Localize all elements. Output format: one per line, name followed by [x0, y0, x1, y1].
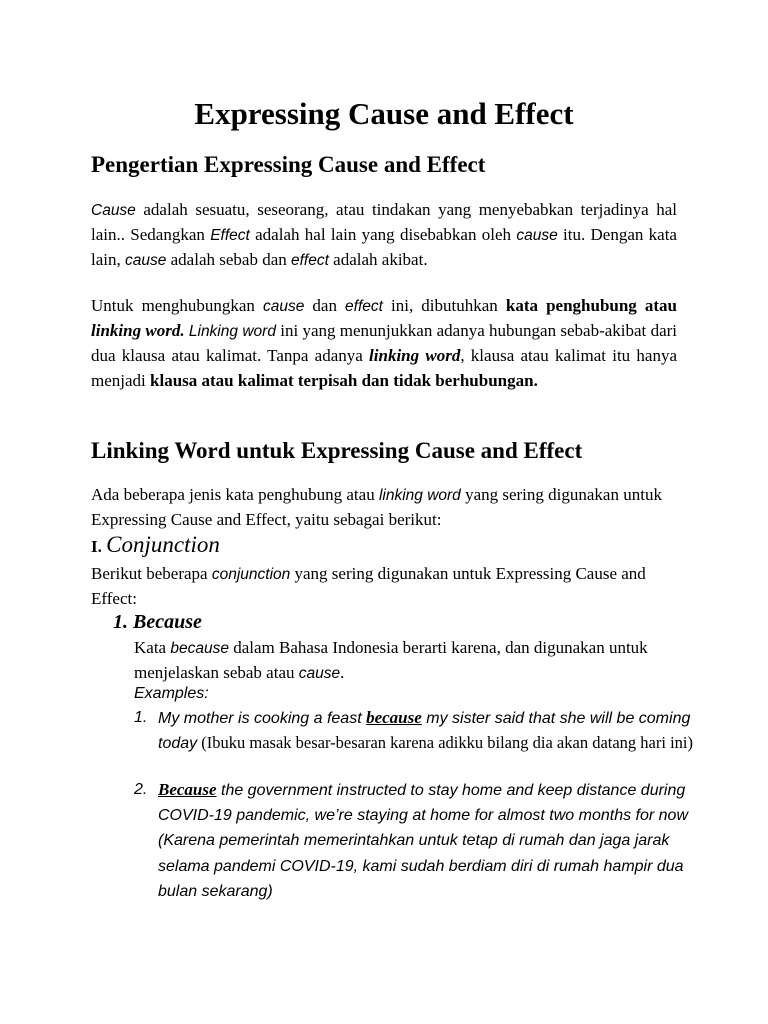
- text: , klausa atau kalimat itu hanya menjadi: [91, 346, 678, 390]
- text: ini yang menunjukkan adanya hubungan sebab-akibat dari dua klausa atau kalimat. Tanpa adanya: [91, 321, 677, 366]
- term: conjunction: [211, 566, 291, 583]
- text: Berikut beberapa: [91, 564, 212, 583]
- text: dan: [304, 296, 346, 315]
- text: Kata: [134, 638, 171, 657]
- paragraph-because: [134, 636, 694, 686]
- bold-text: kata penghubung atau: [505, 296, 677, 315]
- example-number: 2.: [134, 781, 148, 798]
- example-sentence: my sister said that she will be coming today: [158, 710, 691, 753]
- term: because: [170, 640, 229, 657]
- text: adalah sesuatu, seseorang, atau tindakan yang menyebabkan terjadinya hal lain.. Sedangkan: [91, 200, 677, 245]
- paragraph-definition: [91, 198, 677, 274]
- term: cause: [262, 298, 305, 315]
- bold-italic-term: linking word: [369, 346, 461, 366]
- bold-text: klausa atau kalimat terpisah dan tidak berhubungan.: [150, 370, 538, 390]
- text: yang sering digunakan untuk Expressing Cause and Effect:: [91, 564, 646, 609]
- section-heading-pengertian: Pengertian Expressing Cause and Effect: [91, 152, 486, 177]
- text: ini, dibutuhkan: [382, 296, 506, 315]
- example-number: 1.: [134, 709, 148, 726]
- conjunction-heading: [91, 530, 220, 562]
- because-heading: 1. Because: [113, 611, 202, 633]
- section-heading-linking-word: Linking Word untuk Expressing Cause and Effect: [91, 438, 583, 463]
- keyword-highlight: because: [366, 708, 422, 727]
- term: effect: [345, 298, 383, 315]
- example-item: [134, 778, 694, 904]
- text: adalah akibat.: [328, 250, 428, 270]
- paragraph-intro: [91, 483, 691, 532]
- text: Ada beberapa jenis kata penghubung atau: [91, 485, 379, 504]
- text: itu. Dengan kata lain,: [91, 225, 677, 270]
- term: effect: [291, 252, 329, 270]
- heading-numeral: I.: [91, 537, 107, 556]
- examples-label: Examples:: [134, 685, 209, 702]
- example-sentence: My mother is cooking a feast: [158, 710, 367, 727]
- example-sentence: the government instructed to stay home and keep distance during COVID-19 pandemic, we’re staying at home for almost two months for now (Karena pemerintah memerintahkan untuk tetap di rumah dan jaga jarak selama pandemi COVID-19, kami sudah berdiam diri di rumah hampir dua bulan sekarang): [158, 782, 688, 900]
- text: yang sering digunakan untuk Expressing Cause and Effect, yaitu sebagai berikut:: [91, 485, 662, 530]
- term: cause: [125, 252, 167, 270]
- text: Untuk menghubungkan: [91, 296, 263, 315]
- heading-title: Conjunction: [106, 532, 220, 557]
- term: cause: [516, 227, 558, 245]
- term: Linking word: [188, 323, 276, 341]
- term: cause: [298, 665, 341, 683]
- example-translation: (Ibuku masak besar-besaran karena adikku bilang dia akan datang hari ini): [197, 733, 693, 753]
- text: adalah sebab dan: [166, 250, 291, 270]
- bold-italic-term: linking word.: [91, 321, 185, 341]
- text: dalam Bahasa Indonesia berarti karena, dan digunakan untuk menjelaskan sebab atau: [134, 638, 648, 683]
- text: .: [340, 663, 345, 683]
- paragraph-conjunction: [91, 562, 691, 611]
- paragraph-linking-word: [91, 294, 677, 393]
- term: Cause: [91, 202, 136, 219]
- keyword-highlight: Because: [158, 780, 217, 799]
- term: Effect: [210, 227, 250, 245]
- example-item: [134, 706, 694, 756]
- text: adalah hal lain yang disebabkan oleh: [249, 225, 517, 245]
- document-title: Expressing Cause and Effect: [194, 96, 574, 131]
- term: linking word: [378, 487, 461, 504]
